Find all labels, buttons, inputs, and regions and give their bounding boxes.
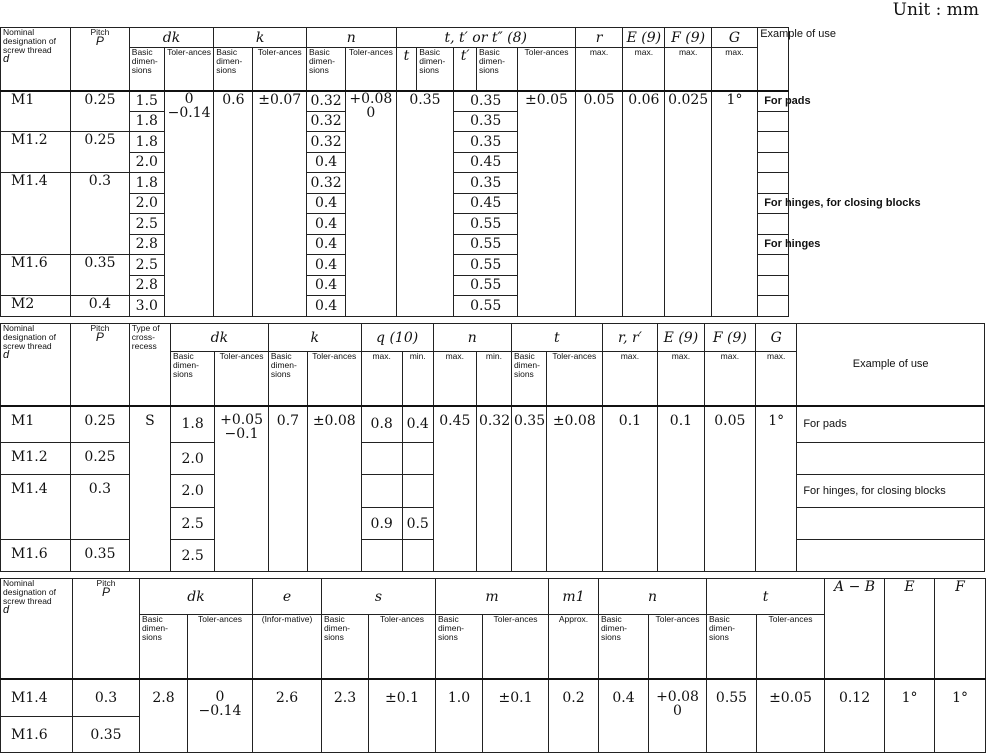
table-row	[1, 296, 985, 317]
header-k: k	[268, 324, 361, 352]
cell-example	[758, 111, 789, 132]
header-r: r	[575, 28, 622, 48]
cell-example	[797, 443, 985, 475]
cell-q-max	[361, 475, 402, 508]
header-G: G	[756, 324, 797, 352]
sub-max: max.	[361, 352, 402, 406]
header-example: Example of use	[758, 28, 789, 91]
cell-m1: 0.2	[549, 679, 599, 753]
unit-label: Unit : mm	[892, 0, 979, 20]
cell-tp-basic: 0.55	[454, 214, 518, 235]
table-row	[1, 152, 985, 173]
sub-basic: Basic dimen-sions	[322, 615, 369, 679]
cell-example: For hinges	[758, 234, 789, 255]
header-m: m	[436, 579, 549, 615]
cell-n-basic: 0.4	[307, 255, 346, 276]
header-F: F	[935, 579, 986, 679]
sub-basic: Basic dimen-sions	[170, 352, 214, 406]
cell-r-max: 0.1	[602, 406, 658, 572]
cell-designation: M1.2	[1, 132, 71, 173]
header-k: k	[214, 28, 307, 48]
cell-dk-basic: 2.8	[129, 275, 164, 296]
cell-designation: M2	[1, 296, 71, 317]
cell-q-min: 0.4	[402, 406, 433, 443]
cell-pitch: 0.25	[71, 132, 130, 173]
cell-pitch: 0.3	[71, 475, 130, 540]
cell-dk-tol: +0.05 −0.1	[215, 406, 269, 572]
sub-basic: Basic dimen-sions	[511, 352, 546, 406]
cell-tp-basic: 0.35	[454, 173, 518, 194]
cell-example	[758, 296, 789, 317]
cell-n-basic: 0.4	[307, 152, 346, 173]
cell-n-max: 0.45	[433, 406, 476, 572]
cell-pitch: 0.35	[71, 255, 130, 296]
cell-s-basic: 2.3	[322, 679, 369, 753]
cell-example	[758, 275, 789, 296]
cell-n-basic: 0.4	[307, 234, 346, 255]
cell-q-max: 0.9	[361, 508, 402, 540]
table-row	[1, 193, 985, 214]
sub-max: max.	[575, 48, 622, 91]
sub-basic: Basic dimen-sions	[436, 615, 483, 679]
header-t: t	[511, 324, 602, 352]
cell-tp-basic: 0.55	[454, 234, 518, 255]
table-row	[1, 275, 985, 296]
sub-tp: t′	[454, 48, 477, 91]
cell-t-basic: 0.35	[396, 91, 454, 317]
cell-designation: M1.6	[1, 717, 73, 753]
sub-tol: Toler-ances	[518, 48, 576, 91]
cell-n-basic: 0.4	[307, 275, 346, 296]
cell-E-max: 0.06	[623, 91, 665, 317]
cell-tp-basic: 0.55	[454, 255, 518, 276]
cell-AB: 0.12	[825, 679, 885, 753]
cell-k-basic: 0.7	[268, 406, 307, 572]
cell-q-min	[402, 540, 433, 572]
cell-n-tol: +0.08 0	[346, 91, 396, 317]
cell-q-max: 0.8	[361, 406, 402, 443]
sub-tol: Toler-ances	[253, 48, 307, 91]
cell-q-min	[402, 475, 433, 508]
sub-tol: Toler-ances	[369, 615, 436, 679]
cell-designation: M1.6	[1, 540, 71, 572]
sub-basic: Basic dimen-sions	[476, 48, 517, 91]
cell-tp-basic: 0.35	[454, 111, 518, 132]
sub-tol: Toler-ances	[483, 615, 549, 679]
header-example: Example of use	[797, 324, 985, 406]
header-n: n	[433, 324, 511, 352]
header-r: r, r′	[602, 324, 658, 352]
cell-m-tol: ±0.1	[483, 679, 549, 753]
cell-t-tol: ±0.05	[757, 679, 825, 753]
header-n: n	[599, 579, 707, 615]
sub-basic: Basic dimen-sions	[307, 48, 346, 91]
cell-example	[758, 214, 789, 235]
cell-n-basic: 0.32	[307, 91, 346, 112]
cell-e: 2.6	[253, 679, 322, 753]
header-F: F (9)	[665, 28, 711, 48]
cell-n-tol: +0.08 0	[649, 679, 707, 753]
cell-dk-basic: 2.0	[129, 152, 164, 173]
sub-approx: Approx.	[549, 615, 599, 679]
cell-type: S	[129, 406, 170, 572]
sub-max: max.	[623, 48, 665, 91]
sub-max: max.	[658, 352, 704, 406]
cell-dk-basic: 2.0	[170, 475, 214, 508]
cell-tp-tol: ±0.05	[518, 91, 576, 317]
cell-pitch: 0.3	[73, 679, 140, 717]
cell-dk-basic: 2.8	[140, 679, 188, 753]
cell-designation: M1	[1, 91, 71, 132]
cell-t-basic: 0.55	[707, 679, 757, 753]
cell-designation: M1.2	[1, 443, 71, 475]
cell-s-tol: ±0.1	[369, 679, 436, 753]
header-E: E	[885, 579, 935, 679]
cell-example	[758, 173, 789, 194]
cell-n-basic: 0.4	[307, 193, 346, 214]
sub-max: max.	[704, 352, 756, 406]
cell-G-max: 1°	[756, 406, 797, 572]
cell-q-max	[361, 540, 402, 572]
cell-t-tol: ±0.08	[546, 406, 602, 572]
cell-dk-basic: 2.8	[129, 234, 164, 255]
sub-basic: Basic dimen-sions	[129, 48, 164, 91]
header-F: F (9)	[704, 324, 756, 352]
header-q: q (10)	[361, 324, 433, 352]
cell-designation: M1.4	[1, 173, 71, 255]
cell-designation: M1.4	[1, 475, 71, 540]
cell-designation: M1	[1, 406, 71, 443]
sub-tol: Toler-ances	[346, 48, 396, 91]
cell-example	[758, 152, 789, 173]
header-e: e	[253, 579, 322, 615]
sub-basic: Basic dimen-sions	[599, 615, 649, 679]
cell-G-max: 1°	[711, 91, 757, 317]
cell-E-max: 0.1	[658, 406, 704, 572]
header-nominal: Nominal designation of screw thread d	[1, 324, 71, 406]
cell-dk-basic: 1.8	[129, 173, 164, 194]
cell-E: 1°	[885, 679, 935, 753]
header-G: G	[711, 28, 757, 48]
cell-r-max: 0.05	[575, 91, 622, 317]
cell-dk-basic: 2.5	[129, 214, 164, 235]
cell-t-basic: 0.35	[511, 406, 546, 572]
table-row	[1, 234, 985, 255]
sub-tol: Toler-ances	[164, 48, 213, 91]
cell-example	[797, 508, 985, 540]
header-dk: dk	[140, 579, 253, 615]
cell-n-basic: 0.32	[307, 111, 346, 132]
cell-example: For pads	[797, 406, 985, 443]
header-nominal: Nominal designation of screw thread d	[1, 28, 71, 91]
sub-tol: Toler-ances	[215, 352, 269, 406]
header-E: E (9)	[623, 28, 665, 48]
table-row	[1, 679, 986, 717]
header-n: n	[307, 28, 397, 48]
cell-designation: M1.4	[1, 679, 73, 717]
cell-example: For hinges, for closing blocks	[797, 475, 985, 508]
table-row	[1, 173, 985, 194]
sub-basic: Basic dimen-sions	[140, 615, 188, 679]
header-nominal: Nominal designation of screw thread d	[1, 579, 73, 679]
cell-n-basic: 0.4	[307, 296, 346, 317]
cell-dk-tol: 0 −0.14	[188, 679, 253, 753]
header-AB: A − B	[825, 579, 885, 679]
cell-example: For pads	[758, 91, 789, 112]
sub-basic: Basic dimen-sions	[214, 48, 253, 91]
cell-dk-basic: 2.0	[170, 443, 214, 475]
table-slotted-screws	[0, 27, 985, 317]
cell-k-basic: 0.6	[214, 91, 253, 317]
cell-tp-basic: 0.55	[454, 275, 518, 296]
cell-q-min: 0.5	[402, 508, 433, 540]
cell-F-max: 0.05	[704, 406, 756, 572]
header-dk: dk	[170, 324, 268, 352]
sub-tol: Toler-ances	[649, 615, 707, 679]
cell-F: 1°	[935, 679, 986, 753]
cell-pitch: 0.35	[71, 540, 130, 572]
header-pitch: Pitch P	[73, 579, 140, 679]
sub-basic: Basic dimen-sions	[417, 48, 454, 91]
sub-t: t	[396, 48, 417, 91]
header-pitch: Pitch P	[71, 28, 130, 91]
cell-dk-basic: 2.5	[170, 508, 214, 540]
table-row	[1, 132, 985, 153]
sub-basic: Basic dimen-sions	[707, 615, 757, 679]
cell-tp-basic: 0.55	[454, 296, 518, 317]
header-s: s	[322, 579, 436, 615]
sub-informative: (Infor-mative)	[253, 615, 322, 679]
cell-dk-basic: 2.0	[129, 193, 164, 214]
sub-min: min.	[402, 352, 433, 406]
cell-dk-basic: 1.5	[129, 91, 164, 112]
sub-tol: Toler-ances	[307, 352, 361, 406]
header-m1: m1	[549, 579, 599, 615]
header-dk: dk	[129, 28, 214, 48]
cell-n-basic: 0.4	[599, 679, 649, 753]
cell-dk-basic: 2.5	[129, 255, 164, 276]
cell-m-basic: 1.0	[436, 679, 483, 753]
cell-pitch: 0.25	[71, 443, 130, 475]
table-row	[1, 91, 985, 112]
header-type: Type of cross-recess	[129, 324, 170, 406]
cell-dk-basic: 3.0	[129, 296, 164, 317]
sub-max: max.	[602, 352, 658, 406]
sub-tol: Toler-ances	[188, 615, 253, 679]
cell-q-min	[402, 443, 433, 475]
cell-example: For hinges, for closing blocks	[758, 193, 789, 214]
cell-tp-basic: 0.45	[454, 193, 518, 214]
header-pitch: Pitch P	[71, 324, 130, 406]
sub-max: max.	[711, 48, 757, 91]
sub-max: max.	[433, 352, 476, 406]
table-row	[1, 255, 985, 276]
cell-pitch: 0.4	[71, 296, 130, 317]
header-t: t	[707, 579, 825, 615]
cell-example	[758, 255, 789, 276]
cell-n-min: 0.32	[476, 406, 511, 572]
cell-example	[797, 540, 985, 572]
cell-tp-basic: 0.35	[454, 132, 518, 153]
sub-tol: Toler-ances	[546, 352, 602, 406]
cell-n-basic: 0.32	[307, 173, 346, 194]
header-E: E (9)	[658, 324, 704, 352]
sub-tol: Toler-ances	[757, 615, 825, 679]
table-hex-nuts	[0, 578, 986, 753]
cell-tp-basic: 0.35	[454, 91, 518, 112]
table-row	[1, 214, 985, 235]
cell-k-tol: ±0.07	[253, 91, 307, 317]
cell-dk-basic: 1.8	[129, 111, 164, 132]
sub-max: max.	[665, 48, 711, 91]
cell-k-tol: ±0.08	[307, 406, 361, 572]
cell-designation: M1.6	[1, 255, 71, 296]
cell-F-max: 0.025	[665, 91, 711, 317]
cell-pitch: 0.25	[71, 91, 130, 132]
cell-dk-basic: 2.5	[170, 540, 214, 572]
cell-n-basic: 0.4	[307, 214, 346, 235]
cell-dk-basic: 1.8	[170, 406, 214, 443]
sub-basic: Basic dimen-sions	[268, 352, 307, 406]
cell-pitch: 0.3	[71, 173, 130, 255]
cell-q-max	[361, 443, 402, 475]
sub-min: min.	[476, 352, 511, 406]
table-row	[1, 406, 985, 443]
cell-dk-tol: 0 −0.14	[164, 91, 213, 317]
table-row	[1, 111, 985, 132]
table-cross-recessed-screws	[0, 323, 985, 572]
cell-example	[758, 132, 789, 153]
header-t: t, t′ or t″ (8)	[396, 28, 575, 48]
sub-max: max.	[756, 352, 797, 406]
cell-pitch: 0.35	[73, 717, 140, 753]
cell-n-basic: 0.32	[307, 132, 346, 153]
cell-tp-basic: 0.45	[454, 152, 518, 173]
cell-pitch: 0.25	[71, 406, 130, 443]
cell-dk-basic: 1.8	[129, 132, 164, 153]
